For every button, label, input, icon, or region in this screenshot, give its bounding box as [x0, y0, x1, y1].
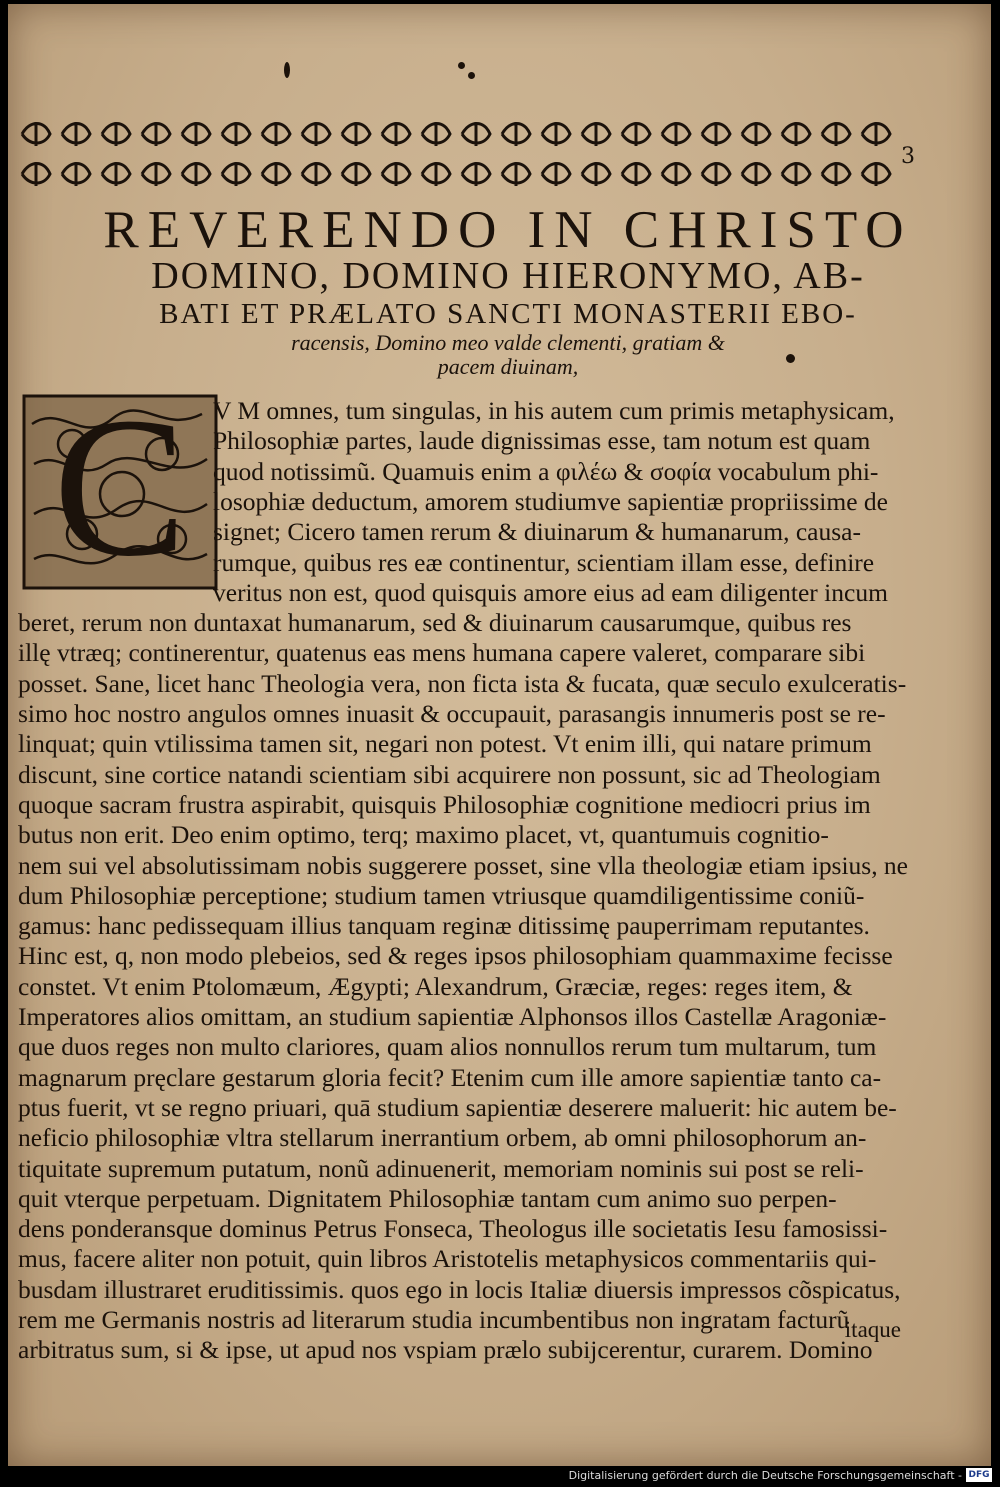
text-line: veritus non est, quod quisquis amore eius ad eam diligenter incum [213, 577, 888, 607]
text-line: neficio philosophiæ vltra stellarum inerrantium orbem, ab omni philosophorum an- [18, 1123, 867, 1153]
ink-spot [284, 62, 290, 78]
ornament-motif [462, 162, 490, 186]
text-line: rumque, quibus res eæ continentur, scientiam illam esse, definire [213, 547, 875, 577]
ornament-motif [382, 122, 410, 146]
ornament-motif [102, 162, 130, 186]
heading-line-5: pacem diuinam, [437, 354, 579, 379]
ornament-motif [742, 122, 770, 146]
ornament-motif [382, 162, 410, 186]
ornament-motif [502, 162, 530, 186]
ornament-motif [182, 122, 210, 146]
ornament-motif [22, 122, 50, 146]
text-line: mus, facere aliter non potuit, quin libros Aristotelis metaphysicos commentariis qui- [18, 1244, 877, 1274]
text-line: losophiæ deductum, amorem studiumve sapientiæ propriissime de [213, 486, 888, 516]
text-line: illę vtræq; continerentur, quatenus eas mens humana capere valeret, comparare sibi [18, 638, 866, 668]
text-line: Hinc est, q, non modo plebeios, sed & reges ipsos philosophiam quammaxime fecisse [18, 941, 893, 971]
text-line: dens ponderansque dominus Petrus Fonseca, Theologus ille societatis Iesu famosissi- [18, 1214, 888, 1244]
ornament-motif [342, 162, 370, 186]
ornament-motif [222, 122, 250, 146]
ornament-motif [582, 162, 610, 186]
page-scan [8, 4, 991, 1466]
catchword: itaque [844, 1317, 901, 1342]
text-line: tiquitate supremum putatum, nonũ adinuenerit, memoriam nominis sui post se reli- [18, 1153, 864, 1183]
text-line: constet. Vt enim Ptolomæum, Ægypti; Alexandrum, Græciæ, reges: reges item, & [18, 971, 853, 1001]
ornament-motif [142, 122, 170, 146]
ornament-motif [62, 122, 90, 146]
ornament-motif [62, 162, 90, 186]
ornament-motif [102, 122, 130, 146]
ornament-motif [622, 122, 650, 146]
text-line: Imperatores alios omittam, an studium sapientiæ Alphonsos illos Castellæ Aragoniæ- [18, 1002, 887, 1031]
ornament-motif [662, 162, 690, 186]
ornament-motif [502, 122, 530, 146]
ornament-motif [542, 162, 570, 186]
ornament-motif [622, 162, 650, 186]
text-line: quit vterque perpetuam. Dignitatem Philosophiæ tantam cum animo suo perpen- [18, 1183, 837, 1213]
ornament-motif [262, 162, 290, 186]
ornament-motif [142, 162, 170, 186]
text-line: quoque sacram frustra aspirabit, quisquis Philosophiæ cognitione mediocri prius im [18, 789, 871, 819]
decorative-headpiece [12, 114, 897, 194]
text-line: posset. Sane, licet hanc Theologia vera, non ficta ista & fucata, quæ seculo exulceratis- [18, 668, 907, 698]
ornament-motif [702, 122, 730, 146]
text-line: discunt, sine cortice natandi scientiam sibi acquirere non possunt, sic ad Theologiam [18, 759, 881, 789]
ornament-motif [862, 122, 890, 146]
ornament-motif [222, 162, 250, 186]
ornament-motif [782, 122, 810, 146]
text-line: rem me Germanis nostris ad literarum studia incumbentibus non ingratam facturũ [18, 1305, 850, 1334]
dfg-logo: DFG [966, 1468, 992, 1482]
ink-spot [458, 62, 465, 69]
text-line: magnarum pręclare gestarum gloria fecit? Etenim cum ille amore sapientiæ tanto ca- [18, 1062, 882, 1092]
ornament-motif [422, 162, 450, 186]
text-line: arbitratus sum, si & ipse, ut apud nos vspiam prælo subijcerentur, curarem. Domino [18, 1335, 873, 1365]
heading-line-4: racensis, Domino meo valde clementi, gratiam & [291, 330, 725, 355]
heading-line-2: DOMINO, DOMINO HIERONYMO, AB- [151, 255, 865, 297]
text-line: gamus: hanc pedissequam illius tanquam reginæ ditissimę pauperrimam reputantes. [18, 911, 870, 941]
text-line: busdam illustraret eruditissimis. quos ego in locis Italiæ diuersis impressos cõspicatus, [18, 1274, 901, 1304]
ornament-motif [302, 122, 330, 146]
text-line: que duos reges non multo clariores, quam alios nonnullos rerum tum multarum, tum [18, 1032, 877, 1062]
text-line: nem sui vel absolutissimam nobis suggerere posset, sine vlla theologiæ etiam ipsius, ne [18, 850, 908, 880]
ornament-motif [182, 162, 210, 186]
ornament-motif [422, 122, 450, 146]
ornament-motif [262, 122, 290, 146]
ink-spot [468, 72, 475, 79]
heading-line-3: BATI ET PRÆLATO SANCTI MONASTERII EBO- [159, 298, 857, 330]
digitization-credit: Digitalisierung gefördert durch die Deutsche Forschungsgemeinschaft - [568, 1469, 962, 1482]
text-line: ptus fuerit, vt se regno priuari, quā studium sapientiæ deserere maluerit: hic autem be- [18, 1092, 897, 1122]
ornament-motif [582, 122, 610, 146]
text-line: beret, rerum non duntaxat humanarum, sed & diuinarum causarumque, quibus res [18, 608, 852, 638]
ornament-motif [782, 162, 810, 186]
text-line: Philosophiæ partes, laude dignissimas esse, tam notum est quam [213, 426, 871, 456]
ornament-motif [342, 122, 370, 146]
text-line: linquat; quin vtilissima tamen sit, negari non potest. Vt enim illi, qui natare primum [18, 729, 872, 759]
ornament-motif [302, 162, 330, 186]
text-line: dum Philosophiæ perceptione; studium tamen vtriusque quamdiligentissime coniũ- [18, 880, 865, 910]
ornament-motif [22, 162, 50, 186]
text-line: quod notissimũ. Quamuis enim a φιλέω & σοφία vocabulum phi- [213, 456, 879, 486]
text-line: simo hoc nostro angulos omnes inuasit & occupauit, parasangis innumeris post se re- [18, 699, 886, 728]
ornament-motif [742, 162, 770, 186]
text-line: V M omnes, tum singulas, in his autem cum primis metaphysicam, [213, 396, 895, 425]
ornament-motif [822, 122, 850, 146]
text-line: signet; Cicero tamen rerum & diuinarum & humanarum, causa- [213, 517, 861, 547]
folio-number: 3 [901, 144, 915, 169]
heading-line-1: REVERENDO IN CHRISTO [103, 201, 913, 259]
ornament-motif [662, 122, 690, 146]
ornament-motif [822, 162, 850, 186]
ornament-motif [542, 122, 570, 146]
initial-letter: C [53, 377, 187, 598]
ornament-motif [862, 162, 890, 186]
text-line: butus non erit. Deo enim optimo, terq; maximo placet, vt, quantumuis cognitio- [18, 820, 829, 850]
ornament-motif [462, 122, 490, 146]
ornament-motif [702, 162, 730, 186]
